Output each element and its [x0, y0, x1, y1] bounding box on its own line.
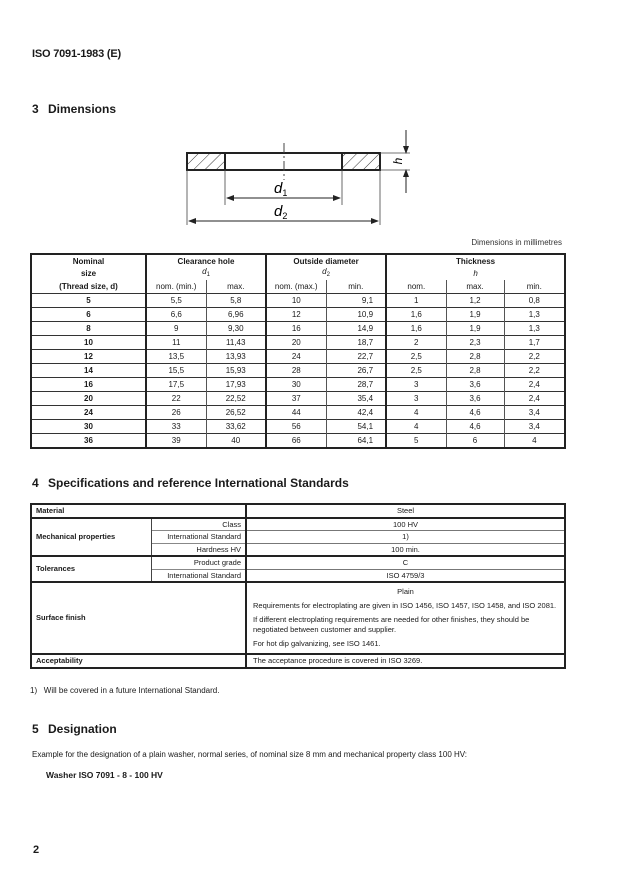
table-cell: 35,4: [326, 392, 386, 406]
table-cell: 13,5: [146, 350, 206, 364]
table-cell: 1,2: [446, 294, 504, 308]
mechanical-properties-label: Mechanical properties: [31, 518, 151, 557]
subheader: min.: [326, 280, 386, 294]
table-cell: 4: [386, 420, 446, 434]
table-cell: 15,93: [206, 364, 266, 378]
surface-galvanizing: For hot dip galvanizing, see ISO 1461.: [253, 639, 381, 648]
subheader: nom. (max.): [266, 280, 326, 294]
table-cell: 10: [266, 294, 326, 308]
nominal-size-cell: 8: [31, 322, 146, 336]
table-cell: 17,93: [206, 378, 266, 392]
nominal-size-cell: 16: [31, 378, 146, 392]
table-cell: 30: [266, 378, 326, 392]
table-row: [31, 336, 565, 350]
table-cell: 4: [504, 434, 565, 449]
table-cell: 1,3: [504, 322, 565, 336]
table-row: [31, 350, 565, 364]
document-id: ISO 7091-1983 (E): [32, 48, 121, 60]
table-cell: 24: [266, 350, 326, 364]
table-cell: 2,4: [504, 378, 565, 392]
table-row: [31, 322, 565, 336]
subheader: max.: [206, 280, 266, 294]
surface-plain: Plain: [397, 587, 414, 596]
table-cell: 1,9: [446, 322, 504, 336]
table-cell: 2,5: [386, 350, 446, 364]
table-row: [31, 406, 565, 420]
table-cell: 14,9: [326, 322, 386, 336]
h-label: h: [391, 157, 405, 165]
table-cell: 33,62: [206, 420, 266, 434]
table-cell: 5,5: [146, 294, 206, 308]
table-cell: 66: [266, 434, 326, 449]
table-cell: 37: [266, 392, 326, 406]
table-cell: 2: [386, 336, 446, 350]
product-grade-label: Product grade: [151, 556, 246, 569]
section-number: 4: [32, 476, 39, 490]
table-row: [31, 434, 565, 449]
header-nominal: Nominal: [72, 257, 105, 266]
header-outside-diameter: Outside diameter: [266, 254, 386, 267]
table-cell: 26: [146, 406, 206, 420]
table-cell: 1,6: [386, 322, 446, 336]
section-title: Specifications and reference International Standards: [48, 476, 349, 490]
table-row: [31, 308, 565, 322]
nominal-size-cell: 30: [31, 420, 146, 434]
table-cell: 5: [386, 434, 446, 449]
table-cell: 54,1: [326, 420, 386, 434]
table-cell: 9,1: [326, 294, 386, 308]
table-row: [31, 378, 565, 392]
tol-std-label: International Standard: [151, 569, 246, 582]
table-cell: 3,6: [446, 378, 504, 392]
table-row: [31, 420, 565, 434]
table-cell: 9: [146, 322, 206, 336]
table-cell: 3,4: [504, 406, 565, 420]
material-label: Material: [36, 506, 65, 515]
hardness-label: Hardness HV: [151, 543, 246, 556]
table-cell: 2,5: [386, 364, 446, 378]
mech-std-label: International Standard: [151, 531, 246, 544]
tol-std-value: ISO 4759/3: [246, 569, 565, 582]
nominal-size-cell: 6: [31, 308, 146, 322]
table-cell: 5,8: [206, 294, 266, 308]
mech-std-value: 1): [246, 531, 565, 544]
table-cell: 2,3: [446, 336, 504, 350]
section-number: 3: [32, 102, 39, 116]
nominal-size-cell: 10: [31, 336, 146, 350]
product-grade-value: C: [246, 556, 565, 569]
table-cell: 6,96: [206, 308, 266, 322]
symbol-h: h: [386, 267, 565, 280]
class-value: 100 HV: [246, 518, 565, 531]
specifications-table: [30, 503, 566, 669]
tolerances-label: Tolerances: [31, 556, 151, 582]
section-5-heading: [32, 722, 117, 736]
table-cell: 22,52: [206, 392, 266, 406]
table-cell: 18,7: [326, 336, 386, 350]
table-cell: 56: [266, 420, 326, 434]
table-row: [31, 364, 565, 378]
nominal-size-cell: 36: [31, 434, 146, 449]
symbol-d2: $d_2$: [266, 267, 386, 280]
table-cell: 3: [386, 378, 446, 392]
subheader: min.: [504, 280, 565, 294]
table-cell: 42,4: [326, 406, 386, 420]
table-cell: 16: [266, 322, 326, 336]
surface-other-finishes: If different electroplating requirements are needed for other finishes, they should be negotiated between customer and supplier.: [253, 615, 530, 634]
subheader: max.: [446, 280, 504, 294]
header-nominal-size: size: [80, 269, 97, 278]
table-cell: 2,8: [446, 364, 504, 378]
subheader: nom. (min.): [146, 280, 206, 294]
table-cell: 1,7: [504, 336, 565, 350]
table-cell: 2,8: [446, 350, 504, 364]
table-cell: 3: [386, 392, 446, 406]
hardness-value: 100 min.: [246, 543, 565, 556]
table-cell: 9,30: [206, 322, 266, 336]
surface-finish-value: [246, 582, 565, 654]
table-cell: 1,9: [446, 308, 504, 322]
table-cell: 4,6: [446, 420, 504, 434]
subheader: nom.: [386, 280, 446, 294]
surface-finish-label: Surface finish: [31, 582, 246, 654]
nominal-size-cell: 5: [31, 294, 146, 308]
dimensions-table: [30, 253, 566, 449]
table-cell: 6,6: [146, 308, 206, 322]
table-cell: 3,4: [504, 420, 565, 434]
acceptability-value: The acceptance procedure is covered in ISO 3269.: [246, 654, 565, 668]
table-cell: 4: [386, 406, 446, 420]
footnote: 1) Will be covered in a future International Standard.: [30, 686, 220, 695]
designation-text: Example for the designation of a plain washer, normal series, of nominal size 8 mm and mechanical property class 100 HV:: [32, 750, 468, 759]
table-cell: 20: [266, 336, 326, 350]
nominal-size-cell: 14: [31, 364, 146, 378]
table-cell: 3,6: [446, 392, 504, 406]
table-cell: 0,8: [504, 294, 565, 308]
surface-electroplating: Requirements for electroplating are given in ISO 1456, ISO 1457, ISO 1458, and ISO 2081.: [253, 601, 557, 610]
table-cell: 22: [146, 392, 206, 406]
section-4-heading: [32, 476, 349, 490]
table-cell: 28: [266, 364, 326, 378]
table-cell: 2,2: [504, 364, 565, 378]
class-label: Class: [151, 518, 246, 531]
table-cell: 26,7: [326, 364, 386, 378]
table-cell: 1,6: [386, 308, 446, 322]
acceptability-label: Acceptability: [31, 654, 246, 668]
section-title: Designation: [48, 722, 117, 736]
table-cell: 26,52: [206, 406, 266, 420]
table-cell: 2,2: [504, 350, 565, 364]
table-cell: 6: [446, 434, 504, 449]
designation-example: Washer ISO 7091 - 8 - 100 HV: [46, 770, 163, 780]
table-cell: 28,7: [326, 378, 386, 392]
table-cell: 39: [146, 434, 206, 449]
table-cell: 1,3: [504, 308, 565, 322]
material-value: Steel: [246, 504, 565, 518]
nominal-size-cell: 24: [31, 406, 146, 420]
table-cell: 22,7: [326, 350, 386, 364]
nominal-size-cell: 20: [31, 392, 146, 406]
table-cell: 13,93: [206, 350, 266, 364]
table-row: [31, 294, 565, 308]
table-cell: 12: [266, 308, 326, 322]
table-cell: 11,43: [206, 336, 266, 350]
d2-label: $d_2$: [274, 203, 288, 221]
table-cell: 17,5: [146, 378, 206, 392]
section-number: 5: [32, 722, 39, 736]
symbol-d1: $d_1$: [146, 267, 266, 280]
page-number: 2: [33, 844, 40, 856]
table-cell: 44: [266, 406, 326, 420]
nominal-size-cell: 12: [31, 350, 146, 364]
header-thread-size: (Thread size, d): [59, 282, 118, 291]
table-row: [31, 392, 565, 406]
table-cell: 10,9: [326, 308, 386, 322]
table-cell: 15,5: [146, 364, 206, 378]
table-cell: 64,1: [326, 434, 386, 449]
table-cell: 4,6: [446, 406, 504, 420]
washer-drawing: [170, 125, 430, 235]
section-title: Dimensions: [48, 102, 117, 116]
header-thickness: Thickness: [386, 254, 565, 267]
section-3-heading: [32, 102, 116, 116]
table-cell: 11: [146, 336, 206, 350]
units-note: Dimensions in millimetres: [471, 238, 562, 247]
table-cell: 2,4: [504, 392, 565, 406]
table-cell: 1: [386, 294, 446, 308]
header-clearance-hole: Clearance hole: [146, 254, 266, 267]
table-cell: 40: [206, 434, 266, 449]
table-cell: 33: [146, 420, 206, 434]
d1-label: $d_1$: [274, 180, 288, 198]
